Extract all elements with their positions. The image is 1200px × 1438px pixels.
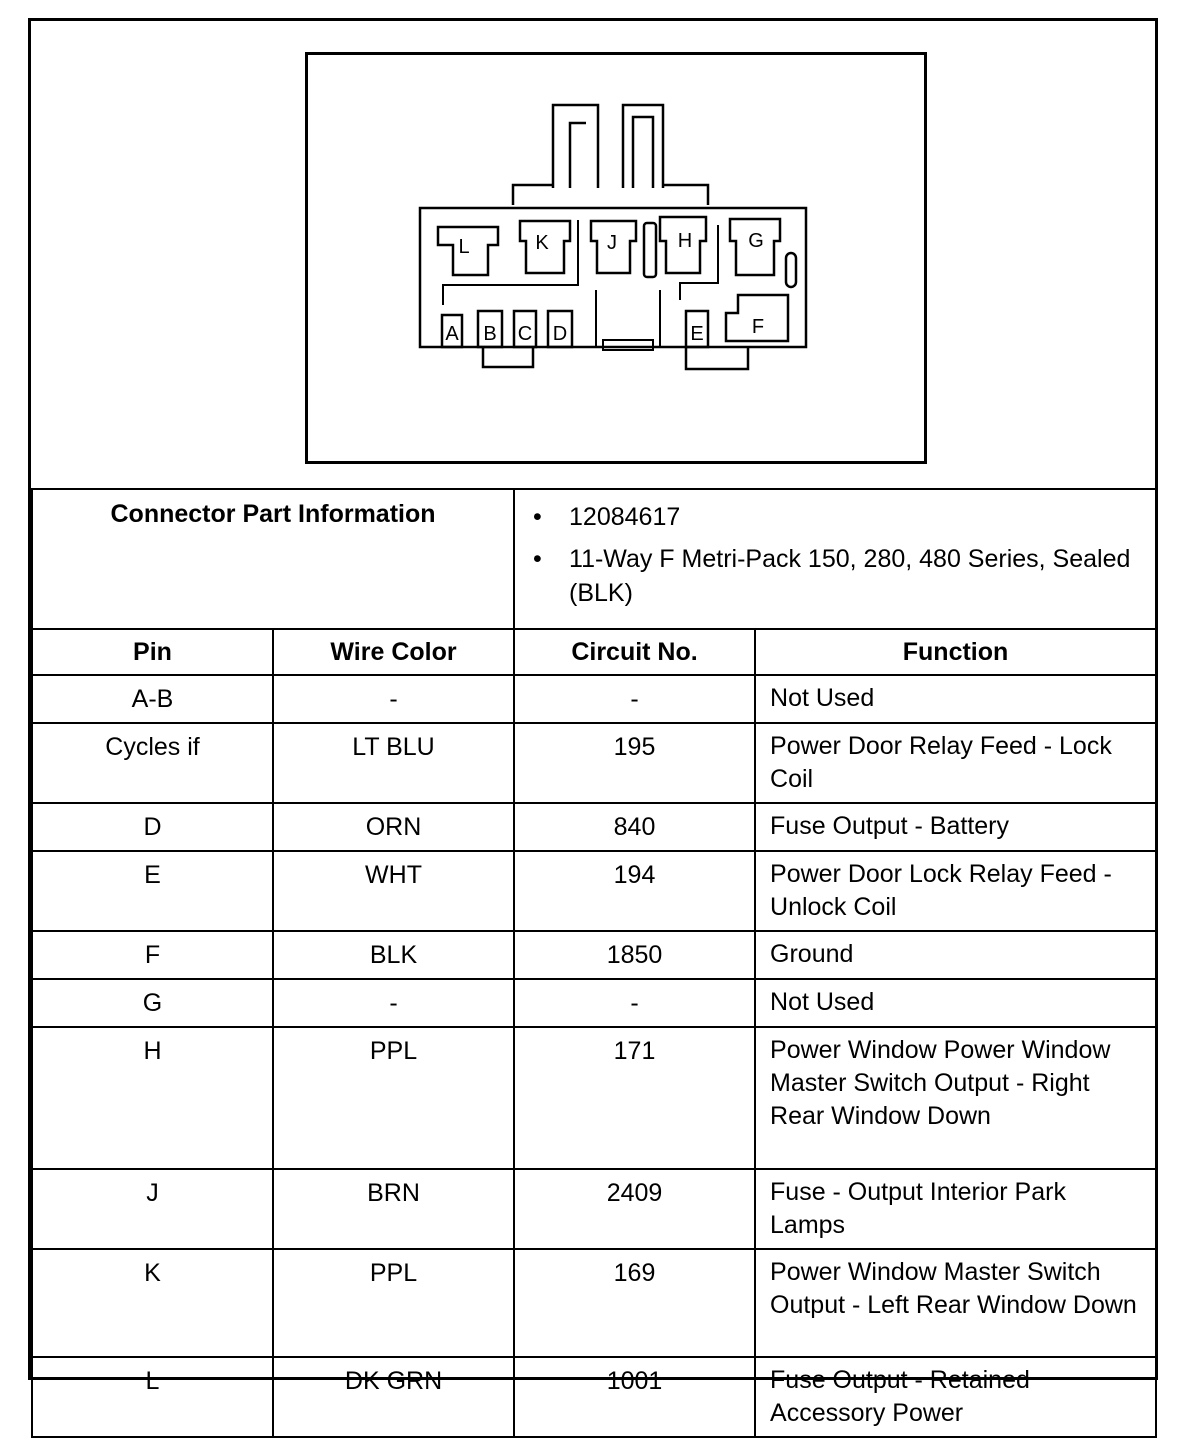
header-wire-color: Wire Color bbox=[273, 629, 514, 675]
circuit-cell: 194 bbox=[514, 851, 755, 931]
pin-cell: Cycles if bbox=[32, 723, 273, 803]
header-function: Function bbox=[755, 629, 1156, 675]
connector-diagram bbox=[305, 52, 927, 464]
table-row bbox=[32, 1357, 1156, 1437]
pin-cell: L bbox=[32, 1357, 273, 1437]
function-cell: Ground bbox=[755, 931, 1156, 979]
function-cell: Fuse Output - Retained Accessory Power bbox=[755, 1357, 1156, 1437]
pin-cell: A-B bbox=[32, 675, 273, 723]
wire-color-cell: PPL bbox=[273, 1027, 514, 1169]
cavity-label-f: F bbox=[751, 316, 765, 338]
circuit-cell: 195 bbox=[514, 723, 755, 803]
pin-cell: G bbox=[32, 979, 273, 1027]
function-cell: Power Window Master Switch Output - Left Rear Window Down bbox=[755, 1249, 1156, 1357]
connector-description: • 11-Way F Metri-Pack 150, 280, 480 Series, Sealed (BLK) bbox=[529, 542, 1145, 610]
wire-color-cell: BRN bbox=[273, 1169, 514, 1249]
cavity-label-h: H bbox=[677, 230, 693, 252]
table-row bbox=[32, 979, 1156, 1027]
function-cell: Fuse - Output Interior Park Lamps bbox=[755, 1169, 1156, 1249]
wire-color-cell: PPL bbox=[273, 1249, 514, 1357]
cavity-label-d: D bbox=[552, 323, 568, 345]
circuit-cell: - bbox=[514, 675, 755, 723]
wire-color-cell: LT BLU bbox=[273, 723, 514, 803]
connector-part-info-row bbox=[32, 489, 1156, 629]
table-row bbox=[32, 803, 1156, 851]
connector-pinout-table bbox=[31, 488, 1157, 1438]
pin-cell: K bbox=[32, 1249, 273, 1357]
wire-color-cell: - bbox=[273, 675, 514, 723]
table-row bbox=[32, 675, 1156, 723]
wire-color-cell: ORN bbox=[273, 803, 514, 851]
circuit-cell: - bbox=[514, 979, 755, 1027]
cavity-label-c: C bbox=[517, 323, 533, 345]
circuit-cell: 840 bbox=[514, 803, 755, 851]
pin-cell: D bbox=[32, 803, 273, 851]
wire-color-cell: BLK bbox=[273, 931, 514, 979]
table-row bbox=[32, 931, 1156, 979]
table-row bbox=[32, 851, 1156, 931]
function-cell: Power Door Lock Relay Feed - Unlock Coil bbox=[755, 851, 1156, 931]
circuit-cell: 169 bbox=[514, 1249, 755, 1357]
header-pin: Pin bbox=[32, 629, 273, 675]
connector-face-drawing bbox=[308, 55, 924, 461]
part-number: • 12084617 bbox=[529, 500, 1145, 534]
pin-cell: F bbox=[32, 931, 273, 979]
circuit-cell: 2409 bbox=[514, 1169, 755, 1249]
cavity-label-b: B bbox=[483, 323, 497, 345]
wire-color-cell: DK GRN bbox=[273, 1357, 514, 1437]
cavity-label-e: E bbox=[690, 323, 704, 345]
wire-color-cell: - bbox=[273, 979, 514, 1027]
cavity-label-l: L bbox=[458, 236, 470, 258]
pin-cell: J bbox=[32, 1169, 273, 1249]
table-row bbox=[32, 1027, 1156, 1169]
cavity-label-j: J bbox=[607, 232, 617, 254]
function-cell: Power Window Power Window Master Switch Output - Right Rear Window Down bbox=[755, 1027, 1156, 1169]
connector-part-info-label: Connector Part Information bbox=[32, 489, 514, 629]
cavity-label-k: K bbox=[535, 232, 549, 254]
pin-cell: H bbox=[32, 1027, 273, 1169]
cavity-label-a: A bbox=[445, 323, 459, 345]
connector-part-info-values bbox=[514, 489, 1156, 629]
function-cell: Power Door Relay Feed - Lock Coil bbox=[755, 723, 1156, 803]
table-header-row bbox=[32, 629, 1156, 675]
function-cell: Fuse Output - Battery bbox=[755, 803, 1156, 851]
table-row bbox=[32, 1249, 1156, 1357]
function-cell: Not Used bbox=[755, 675, 1156, 723]
table-row bbox=[32, 1169, 1156, 1249]
circuit-cell: 1850 bbox=[514, 931, 755, 979]
circuit-cell: 1001 bbox=[514, 1357, 755, 1437]
header-circuit-no: Circuit No. bbox=[514, 629, 755, 675]
wire-color-cell: WHT bbox=[273, 851, 514, 931]
function-cell: Not Used bbox=[755, 979, 1156, 1027]
cavity-label-g: G bbox=[748, 230, 764, 252]
pin-cell: E bbox=[32, 851, 273, 931]
table-row bbox=[32, 723, 1156, 803]
circuit-cell: 171 bbox=[514, 1027, 755, 1169]
